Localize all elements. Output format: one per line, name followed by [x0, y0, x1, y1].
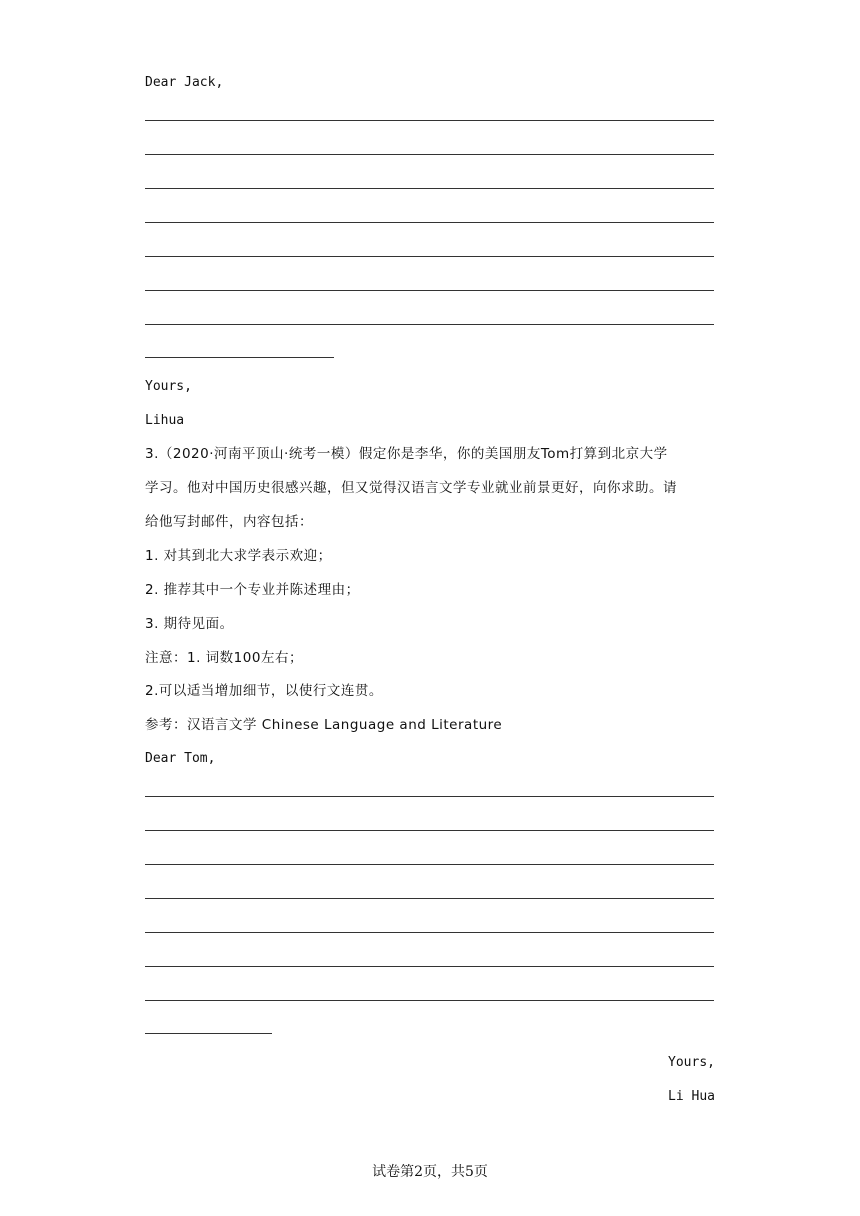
- answer-line: [145, 120, 714, 121]
- letter2-signature: Li Hua: [668, 1089, 715, 1104]
- question3-point-1: 1. 对其到北大求学表示欢迎；: [145, 548, 332, 564]
- answer-line-short: [145, 1033, 272, 1034]
- answer-line: [145, 222, 714, 223]
- question3-stem-line3: 给他写封邮件，内容包括：: [145, 514, 313, 530]
- question3-point-3: 3. 期待见面。: [145, 616, 234, 632]
- letter2-closing: Yours,: [668, 1055, 715, 1070]
- letter2-greeting: Dear Tom,: [145, 751, 216, 766]
- answer-line: [145, 1000, 714, 1001]
- question3-point-2: 2. 推荐其中一个专业并陈述理由；: [145, 582, 360, 598]
- letter1-signature: Lihua: [145, 413, 185, 428]
- answer-line: [145, 256, 714, 257]
- letter1-greeting: Dear Jack,: [145, 75, 224, 90]
- answer-line: [145, 188, 714, 189]
- question3-note-1: 注意：1. 词数100左右；: [145, 650, 303, 666]
- answer-line: [145, 324, 714, 325]
- answer-line: [145, 864, 714, 865]
- question3-stem-line2: 学习。他对中国历史很感兴趣，但又觉得汉语言文学专业就业前景更好，向你求助。请: [145, 480, 677, 496]
- answer-line: [145, 290, 714, 291]
- answer-line: [145, 796, 714, 797]
- answer-line: [145, 966, 714, 967]
- question3-note-2: 2.可以适当增加细节，以使行文连贯。: [145, 683, 383, 699]
- question3-reference: 参考：汉语言文学 Chinese Language and Literature: [145, 717, 503, 733]
- answer-line: [145, 154, 714, 155]
- question3-stem-line1: 3.（2020·河南平顶山·统考一模）假定你是李华，你的美国朋友Tom打算到北京大学: [145, 446, 668, 462]
- page-footer: 试卷第2页，共5页: [372, 1164, 488, 1180]
- answer-line-short: [145, 357, 334, 358]
- answer-line: [145, 932, 714, 933]
- answer-line: [145, 898, 714, 899]
- answer-line: [145, 830, 714, 831]
- letter1-closing: Yours,: [145, 379, 192, 394]
